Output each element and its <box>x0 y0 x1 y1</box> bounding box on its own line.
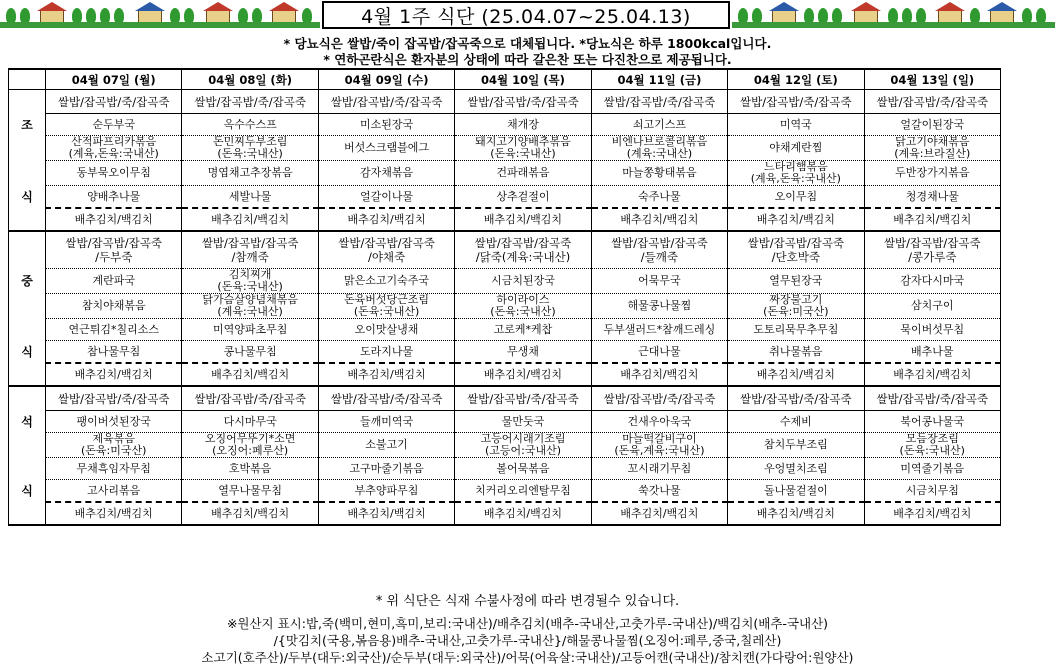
menu-cell: 고등어시래기조림 (고등어:국내산) <box>455 433 591 458</box>
menu-cell: 배추김치/백김치 <box>318 502 454 525</box>
corner-cell <box>9 69 46 90</box>
menu-cell: 삼치구이 <box>864 294 1000 319</box>
menu-cell: 닭고기야채볶음 (계육:브라질산) <box>864 136 1000 161</box>
menu-cell: 배추김치/백김치 <box>182 502 318 525</box>
menu-cell: 세발나물 <box>182 186 318 209</box>
menu-cell: 짜장불고기 (돈육:미국산) <box>728 294 864 319</box>
menu-cell: 쌀밥/잡곡밥/잡곡죽 /참깨죽 <box>182 231 318 269</box>
origin-line: 소고기(호주산)/두부(대두:외국산)/순두부(대두:외국산)/어묵(어육살:국내산)/고등어캔(국내산)/참치캔(가다랑어:원양산) <box>201 650 854 665</box>
menu-cell: 우엉멸치조림 <box>728 458 864 480</box>
grass-strip <box>0 22 320 28</box>
banner-village-right <box>732 0 1055 28</box>
dish-row <box>9 411 1001 433</box>
banner-village-left <box>0 0 320 28</box>
menu-cell: 채개장 <box>455 114 591 136</box>
meal-label <box>9 208 46 231</box>
menu-cell: 느타리햄볶음 (계육,돈육:국내산) <box>728 161 864 186</box>
menu-cell: 배추김치/백김치 <box>864 363 1000 386</box>
menu-cell: 소불고기 <box>318 433 454 458</box>
origin-line: ※원산지 표시:밥,죽(백미,현미,흑미,보리:국내산)/배추김치(배추-국내산,고춧가루-국내산)/백김치(배추-국내산) <box>226 616 829 631</box>
menu-cell: 열무된장국 <box>728 269 864 294</box>
menu-cell: 쌀밥/잡곡밥/죽/잡곡죽 <box>46 386 182 411</box>
menu-cell: 시금치무침 <box>864 480 1000 503</box>
day-header: 04월 13일 (일) <box>864 69 1000 90</box>
meal-label <box>9 458 46 480</box>
day-header: 04월 07일 (월) <box>46 69 182 90</box>
change-notice: * 위 식단은 식재 수불사정에 따라 변경될수 있습니다. <box>375 594 680 609</box>
notice-dysphagia: * 연하곤란식은 환자분의 상태에 따라 갈은찬 또는 다진찬으로 제공됩니다. <box>323 52 732 67</box>
menu-cell: 고구마줄기볶음 <box>318 458 454 480</box>
menu-cell: 쌀밥/잡곡밥/죽/잡곡죽 <box>591 386 727 411</box>
menu-cell: 쌀밥/잡곡밥/잡곡죽 /단호박죽 <box>728 231 864 269</box>
menu-cell: 호박볶음 <box>182 458 318 480</box>
dish-row <box>9 341 1001 364</box>
menu-cell: 시금치된장국 <box>455 269 591 294</box>
meal-label <box>9 363 46 386</box>
menu-cell: 돼지고기양배추볶음 (돈육:국내산) <box>455 136 591 161</box>
menu-cell: 동부묵오이무침 <box>46 161 182 186</box>
dish-row <box>9 480 1001 503</box>
menu-cell: 마늘쫑황태볶음 <box>591 161 727 186</box>
menu-cell: 쌀밥/잡곡밥/죽/잡곡죽 <box>864 90 1000 114</box>
kimchi-row <box>9 502 1001 525</box>
menu-cell: 도토리묵무추무침 <box>728 319 864 341</box>
menu-cell: 건파래볶음 <box>455 161 591 186</box>
menu-cell: 청경채나물 <box>864 186 1000 209</box>
weekly-menu-table <box>8 68 1001 526</box>
origin-line: /{맛김치(국용,볶음용)배추-국내산,고춧가루-국내산}/해물콩나물찜(오징어:페루,중국,칠레산) <box>273 633 782 648</box>
menu-cell: 하이라이스 (돈육:국내산) <box>455 294 591 319</box>
day-header: 04월 12일 (토) <box>728 69 864 90</box>
menu-cell: 배추김치/백김치 <box>728 363 864 386</box>
menu-cell: 쌀밥/잡곡밥/죽/잡곡죽 <box>318 386 454 411</box>
date-header-row <box>9 69 1001 90</box>
menu-cell: 산적파프리카볶음 (계육,돈육:국내산) <box>46 136 182 161</box>
menu-cell: 부추양파무침 <box>318 480 454 503</box>
menu-cell: 무채흑임자무침 <box>46 458 182 480</box>
menu-cell: 미역양파초무침 <box>182 319 318 341</box>
day-header: 04월 08일 (화) <box>182 69 318 90</box>
meal-label <box>9 231 46 269</box>
page-title: 4월 1주 식단 (25.04.07~25.04.13) <box>322 1 730 29</box>
meal-label <box>9 90 46 114</box>
menu-cell: 돌나물겉절이 <box>728 480 864 503</box>
menu-cell: 취나물볶음 <box>728 341 864 364</box>
menu-cell: 쌀밥/잡곡밥/잡곡죽 /들깨죽 <box>591 231 727 269</box>
menu-cell: 배추김치/백김치 <box>46 502 182 525</box>
meal-label: 중 <box>9 269 46 294</box>
meal-label: 식 <box>9 480 46 503</box>
menu-cell: 쌀밥/잡곡밥/죽/잡곡죽 <box>46 90 182 114</box>
meal-label: 식 <box>9 341 46 364</box>
menu-cell: 두반장가지볶음 <box>864 161 1000 186</box>
menu-cell: 해물콩나물찜 <box>591 294 727 319</box>
dish-row <box>9 136 1001 161</box>
menu-cell: 배추김치/백김치 <box>864 208 1000 231</box>
menu-cell: 참치두부조림 <box>728 433 864 458</box>
day-header: 04월 09일 (수) <box>318 69 454 90</box>
menu-cell: 들깨미역국 <box>318 411 454 433</box>
menu-cell: 꼬시래기무침 <box>591 458 727 480</box>
menu-cell: 쌀밥/잡곡밥/죽/잡곡죽 <box>182 386 318 411</box>
menu-cell: 참나물무침 <box>46 341 182 364</box>
dish-row <box>9 433 1001 458</box>
menu-cell: 감자채볶음 <box>318 161 454 186</box>
kimchi-row <box>9 363 1001 386</box>
menu-cell: 김치찌개 (돈육:국내산) <box>182 269 318 294</box>
menu-cell: 미소된장국 <box>318 114 454 136</box>
meal-label <box>9 502 46 525</box>
menu-cell: 제육볶음 (돈육:미국산) <box>46 433 182 458</box>
menu-cell: 쌀밥/잡곡밥/잡곡죽 /두부죽 <box>46 231 182 269</box>
meal-label: 조 <box>9 114 46 136</box>
menu-cell: 오징어무뚜기*소면 (오징어:페루산) <box>182 433 318 458</box>
menu-cell: 두부샐러드*참깨드레싱 <box>591 319 727 341</box>
menu-cell: 쌀밥/잡곡밥/죽/잡곡죽 <box>455 386 591 411</box>
meal-label <box>9 161 46 186</box>
menu-cell: 근대나물 <box>591 341 727 364</box>
menu-cell: 옥수수스프 <box>182 114 318 136</box>
meal-label: 식 <box>9 186 46 209</box>
meal-label: 석 <box>9 411 46 433</box>
menu-cell: 치커리오리엔탈무침 <box>455 480 591 503</box>
dish-row <box>9 294 1001 319</box>
menu-cell: 닭가슴살양념채볶음 (계육:국내산) <box>182 294 318 319</box>
menu-cell: 연근튀김*칠리소스 <box>46 319 182 341</box>
menu-cell: 마늘떡갈비구이 (돈육,계육:국내산) <box>591 433 727 458</box>
menu-cell: 쌀밥/잡곡밥/죽/잡곡죽 <box>318 90 454 114</box>
menu-cell: 건새우아욱국 <box>591 411 727 433</box>
menu-cell: 쌀밥/잡곡밥/잡곡죽 /닭죽(계육:국내산) <box>455 231 591 269</box>
menu-cell: 쌀밥/잡곡밥/죽/잡곡죽 <box>728 386 864 411</box>
menu-cell: 배추김치/백김치 <box>591 208 727 231</box>
menu-cell: 감자다시마국 <box>864 269 1000 294</box>
menu-cell: 배추나물 <box>864 341 1000 364</box>
menu-cell: 돈육버섯당근조림 (돈육:국내산) <box>318 294 454 319</box>
menu-cell: 쌀밥/잡곡밥/잡곡죽 /콩가루죽 <box>864 231 1000 269</box>
menu-cell: 묵이버섯무침 <box>864 319 1000 341</box>
day-header: 04월 11일 (금) <box>591 69 727 90</box>
day-header: 04월 10일 (목) <box>455 69 591 90</box>
meal-label <box>9 433 46 458</box>
menu-cell: 배추김치/백김치 <box>728 208 864 231</box>
menu-cell: 양배추나물 <box>46 186 182 209</box>
dish-row <box>9 161 1001 186</box>
menu-cell: 다시마무국 <box>182 411 318 433</box>
dish-row <box>9 186 1001 209</box>
menu-cell: 숙주나물 <box>591 186 727 209</box>
menu-cell: 순두부국 <box>46 114 182 136</box>
grass-strip <box>732 22 1055 28</box>
menu-cell: 비엔나브로콜리볶음 (계육:국내산) <box>591 136 727 161</box>
menu-cell: 쇠고기스프 <box>591 114 727 136</box>
menu-cell: 계란파국 <box>46 269 182 294</box>
menu-cell: 배추김치/백김치 <box>182 363 318 386</box>
staple-row <box>9 386 1001 411</box>
menu-cell: 배추김치/백김치 <box>455 363 591 386</box>
meal-label <box>9 319 46 341</box>
staple-row <box>9 231 1001 269</box>
staple-row <box>9 90 1001 114</box>
menu-cell: 배추김치/백김치 <box>591 502 727 525</box>
menu-body <box>9 90 1001 526</box>
menu-cell: 쌀밥/잡곡밥/잡곡죽 /야채죽 <box>318 231 454 269</box>
menu-cell: 쑥갓나물 <box>591 480 727 503</box>
menu-cell: 배추김치/백김치 <box>318 208 454 231</box>
meal-label <box>9 294 46 319</box>
menu-cell: 야채계란찜 <box>728 136 864 161</box>
menu-cell: 고로케*케찹 <box>455 319 591 341</box>
meal-label <box>9 386 46 411</box>
menu-cell: 상추겉절이 <box>455 186 591 209</box>
menu-cell: 참치야채볶음 <box>46 294 182 319</box>
menu-cell: 얼갈이나물 <box>318 186 454 209</box>
menu-cell: 열무나물무침 <box>182 480 318 503</box>
menu-cell: 팽이버섯된장국 <box>46 411 182 433</box>
dish-row <box>9 319 1001 341</box>
menu-cell: 물만둣국 <box>455 411 591 433</box>
menu-cell: 미역줄기볶음 <box>864 458 1000 480</box>
menu-cell: 오이맛살냉채 <box>318 319 454 341</box>
dish-row <box>9 269 1001 294</box>
menu-cell: 배추김치/백김치 <box>46 363 182 386</box>
menu-cell: 얼갈이된장국 <box>864 114 1000 136</box>
menu-cell: 쌀밥/잡곡밥/죽/잡곡죽 <box>591 90 727 114</box>
menu-cell: 배추김치/백김치 <box>455 208 591 231</box>
menu-cell: 콩나물무침 <box>182 341 318 364</box>
menu-cell: 배추김치/백김치 <box>318 363 454 386</box>
menu-cell: 명엽채고추장볶음 <box>182 161 318 186</box>
menu-cell: 무생채 <box>455 341 591 364</box>
menu-cell: 볼어묵볶음 <box>455 458 591 480</box>
menu-cell: 도라지나물 <box>318 341 454 364</box>
dish-row <box>9 114 1001 136</box>
menu-cell: 쌀밥/잡곡밥/죽/잡곡죽 <box>864 386 1000 411</box>
menu-cell: 돈민찌두부조림 (돈육:국내산) <box>182 136 318 161</box>
menu-cell: 오이무침 <box>728 186 864 209</box>
notice-diabetic: * 당뇨식은 쌀밥/죽이 잡곡밥/잡곡죽으로 대체됩니다. *당뇨식은 하루 1800kcal입니다. <box>283 36 772 51</box>
meal-label <box>9 136 46 161</box>
menu-cell: 버섯스크램블에그 <box>318 136 454 161</box>
menu-cell: 배추김치/백김치 <box>591 363 727 386</box>
menu-cell: 모듬장조림 (돈육:국내산) <box>864 433 1000 458</box>
kimchi-row <box>9 208 1001 231</box>
menu-cell: 미역국 <box>728 114 864 136</box>
dish-row <box>9 458 1001 480</box>
menu-cell: 쌀밥/잡곡밥/죽/잡곡죽 <box>728 90 864 114</box>
menu-cell: 북어콩나물국 <box>864 411 1000 433</box>
menu-cell: 배추김치/백김치 <box>728 502 864 525</box>
menu-cell: 어묵무국 <box>591 269 727 294</box>
menu-cell: 수제비 <box>728 411 864 433</box>
menu-cell: 배추김치/백김치 <box>864 502 1000 525</box>
menu-cell: 쌀밥/잡곡밥/죽/잡곡죽 <box>455 90 591 114</box>
menu-cell: 고사리볶음 <box>46 480 182 503</box>
menu-cell: 배추김치/백김치 <box>46 208 182 231</box>
menu-cell: 맑은소고기숙주국 <box>318 269 454 294</box>
menu-cell: 쌀밥/잡곡밥/죽/잡곡죽 <box>182 90 318 114</box>
menu-cell: 배추김치/백김치 <box>182 208 318 231</box>
menu-cell: 배추김치/백김치 <box>455 502 591 525</box>
